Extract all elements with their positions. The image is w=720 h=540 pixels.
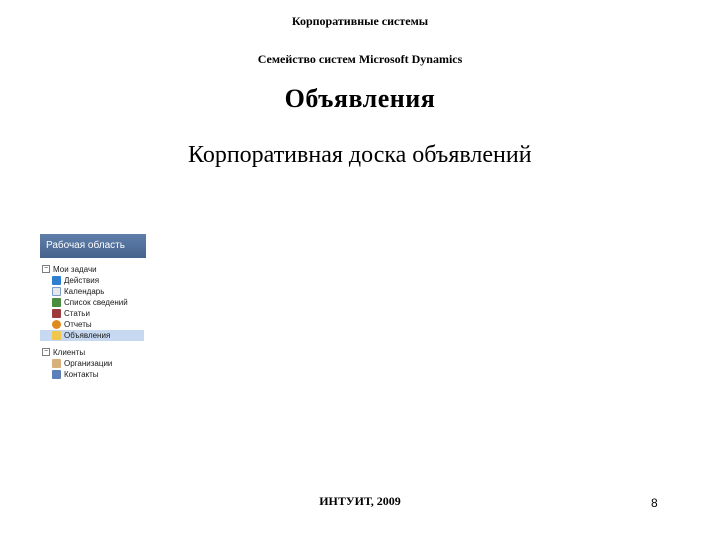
collapse-icon[interactable]: − xyxy=(43,265,49,272)
articles-icon xyxy=(52,309,61,318)
section-my-tasks[interactable] xyxy=(40,263,146,275)
calendar-icon xyxy=(52,287,61,296)
sidebar-item-label: Список сведений xyxy=(64,298,128,307)
header-series-title: Семейство систем Microsoft Dynamics xyxy=(257,52,463,66)
sidebar-item-label: Статьи xyxy=(64,309,90,318)
page-number: 8 xyxy=(651,496,658,510)
list-icon xyxy=(52,298,61,307)
section-label: Клиенты xyxy=(53,347,86,357)
section-clients[interactable] xyxy=(40,346,146,358)
sidebar-item-label: Объявления xyxy=(64,331,111,340)
contacts-icon xyxy=(52,370,61,379)
organizations-icon xyxy=(52,359,61,368)
workspace-panel xyxy=(40,234,146,380)
sidebar-item-list[interactable] xyxy=(40,297,146,308)
announcements-icon xyxy=(52,331,61,340)
sidebar-item-label: Отчеты xyxy=(64,320,92,329)
sidebar-item-organizations[interactable] xyxy=(40,358,146,369)
activities-icon xyxy=(52,276,61,285)
sidebar-item-activities[interactable] xyxy=(40,275,146,286)
section-label: Мои задачи xyxy=(53,264,97,274)
sidebar-item-calendar[interactable] xyxy=(40,286,146,297)
slide-title: Объявления xyxy=(284,84,436,113)
sidebar-item-articles[interactable] xyxy=(40,308,146,319)
sidebar-item-label: Организации xyxy=(64,359,113,368)
slide-subtitle: Корпоративная доска объявлений xyxy=(188,142,532,168)
sidebar-item-label: Контакты xyxy=(64,370,99,379)
reports-icon xyxy=(52,320,61,329)
sidebar-item-contacts[interactable] xyxy=(40,369,146,380)
sidebar-item-label: Календарь xyxy=(64,287,105,296)
header-course-title: Корпоративные системы xyxy=(291,14,429,28)
collapse-icon[interactable]: − xyxy=(43,348,49,355)
workspace-header: Рабочая область xyxy=(40,234,146,258)
sidebar-item-announcements[interactable] xyxy=(40,330,144,341)
sidebar-item-reports[interactable] xyxy=(40,319,146,330)
footer-text: ИНТУИТ, 2009 xyxy=(319,494,401,508)
sidebar-item-label: Действия xyxy=(64,276,100,285)
